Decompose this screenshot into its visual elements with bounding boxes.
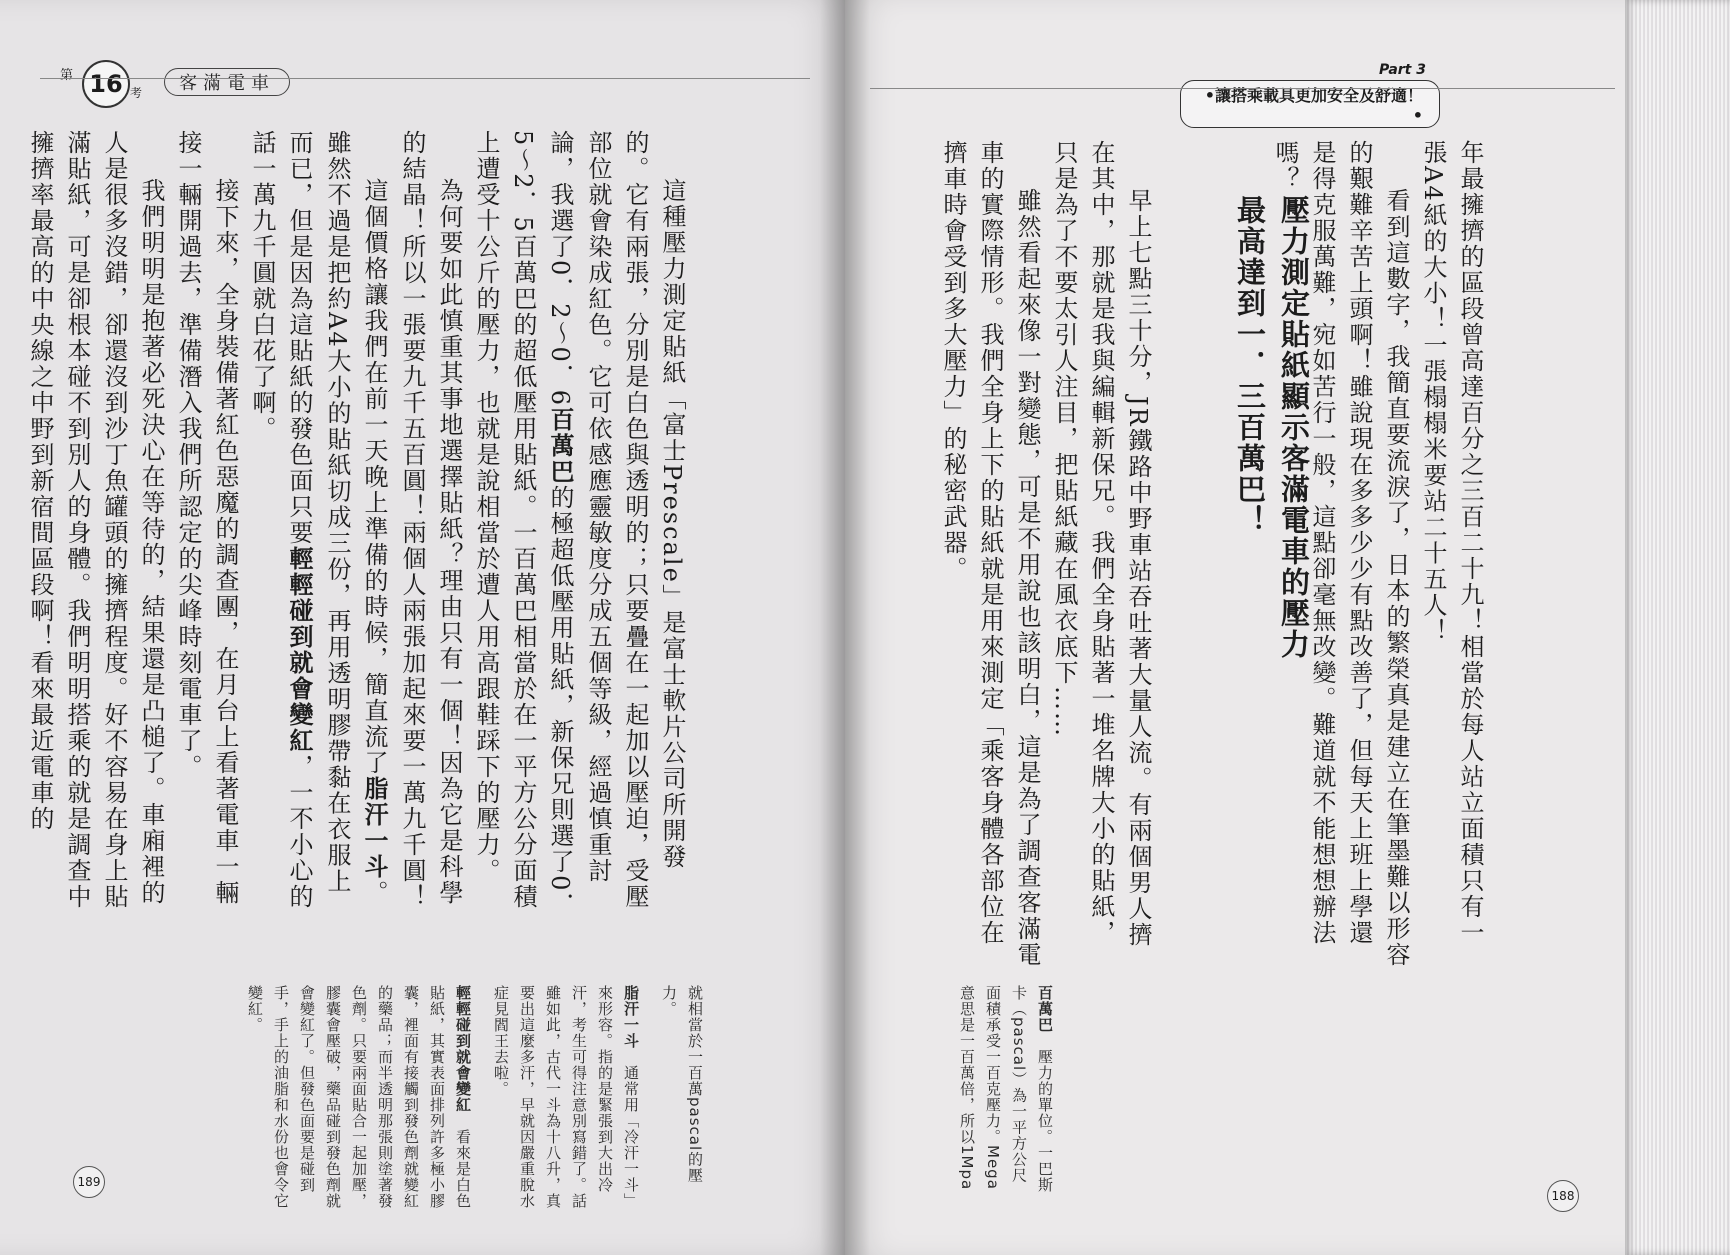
text-run: 這種壓力測定貼紙「富士Prescale」是富士軟片公司所開發的。它有兩張，分別是白色與透明的；只要疊在一起加以壓迫，受壓部位就會染成紅色。它可依感應靈敏度分成五個等級，經過慎重討論，我選了0．2～0．6 [546, 130, 686, 910]
footnote-entry [488, 985, 644, 1210]
right-running-header [1180, 62, 1440, 125]
footnote-text: 看來是白色貼紙，其實表面排列許多極小膠囊，裡面有接觸到發色劑就變紅的藥品；而半透明那張則塗著發色劑。只要兩面貼合一起加壓，膠囊會壓破，藥品碰到發色劑就會變紅了。但發色面要是碰到手，手上的油脂和水份也會令它變紅。 [246, 985, 472, 1209]
text-run: 接下來，全身裝備著紅色惡魔的調查團，在月台上看著電車一輛接一輛開過去，準備潛入我們所認定的尖峰時刻電車了。 [174, 130, 239, 906]
left-running-header [60, 60, 310, 100]
body-paragraph [393, 130, 467, 920]
bold-term: 脂汗一斗 [360, 776, 389, 880]
footnote-entry [242, 985, 476, 1210]
body-paragraph [243, 130, 393, 920]
chapter-number-badge: 16 [82, 60, 130, 108]
page-number-left: 189 [73, 1166, 105, 1198]
text-run: 為何要如此慎重其事地選擇貼紙？理由只有一個！因為它是科學的結晶！所以一張要九千五百圓！兩個人兩張加起來要一萬九千圓！ [398, 130, 463, 910]
page-number-right: 188 [1547, 1180, 1579, 1212]
chapter-suffix: 考 [130, 86, 143, 100]
text-run: 的極超低壓用貼紙，新保兄則選了0．5～2．5百萬巴的超低壓用貼紙。一百萬巴相當於在一平方公分面積上遭受十公斤的壓力，也就是說相當於遭人用高跟鞋踩下的壓力。 [472, 130, 574, 919]
footnote-term: 百萬巴 [1036, 985, 1054, 1033]
text-run: 這個價格讓我們在前一天晚上準備的時候，簡直流了 [360, 178, 388, 776]
text-run: ，一不小心的話一萬九千圓就白花了啊。 [248, 130, 313, 910]
footnote-text: 壓力的單位。一巴斯卡（pascal）為一平方公尺面積承受一百克壓力。Mega意思是一百萬倍，所以1Mpa [958, 985, 1054, 1193]
heading-line: 壓力測定貼紙顯示客滿電車的壓力 [1277, 195, 1311, 660]
text-run: 。雖然不過是把約A4大小的貼紙切成三份，再用透明膠帶黏在衣服上而已，但是因為這貼紙的發色面只要 [285, 130, 388, 906]
body-paragraph: 雖然看起來像一對變態，可是不用說也該明白，這是為了調查客滿電車的實際情形。我們全身上下的貼紙就是用來測定「乘客身體各部位在擠車時會受到多大壓力」的秘密武器。 [939, 140, 1041, 968]
left-body-text [26, 130, 690, 920]
part-title: •讓搭乘載具更加安全及舒適！• [1180, 80, 1440, 128]
header-rule-right [870, 88, 1615, 89]
part-label: Part 3 [1378, 62, 1426, 78]
book-gutter [820, 0, 870, 1255]
footnote-entry [656, 985, 708, 1210]
right-footnotes [948, 985, 1058, 1195]
body-paragraph [467, 130, 690, 920]
header-rule-left [40, 78, 810, 79]
footnote-text: 就相當於一百萬pascal的壓力。 [660, 985, 704, 1184]
text-run: 我們明明是抱著必死決心在等待的，結果還是凸槌了。車廂裡的人是很多沒錯，卻還沒到沙丁魚罐頭的擁擠程度。好不容易在身上貼滿貼紙，可是卻根本碰不到別人的身體。我們明明搭乘的就是調查中擁擠率最高的中央線之中野到新宿間區段啊！看來最近電車的 [26, 130, 165, 910]
section-heading [1228, 195, 1316, 660]
left-footnotes [128, 985, 708, 1210]
body-paragraph: 早上七點三十分，JR鐵路中野車站吞吐著大量人流。有兩個男人擠在其中，那就是我與編輯新保兄。我們全身貼著一堆名牌大小的貼紙，只是為了不要太引人注目，把貼紙藏在風衣底下…… [1050, 140, 1152, 948]
right-body-text [939, 140, 1488, 970]
bold-term: 百萬巴 [546, 407, 575, 486]
footnote-text: 通常用「冷汗一斗」來形容。指的是緊張到大出冷汗，考生可得注意別寫錯了。話雖如此，古代一斗為十八升，真要出這麼多汗，早就因嚴重脫水症見閻王去啦。 [492, 985, 640, 1209]
body-paragraph: 年最擁擠的區段曾高達百分之三百二十九！相當於每人站立面積只有一張A4紙的大小！一張榻榻米要站二十五人！ [1419, 140, 1484, 946]
footnote-entry [954, 985, 1058, 1195]
footnote-term: 脂汗一斗 [622, 985, 640, 1049]
footnote-term: 輕輕碰到就會變紅 [454, 985, 472, 1113]
body-paragraph: 看到這數字，我簡直要流淚了，日本的繁榮真是建立在筆墨難以形容的艱難辛苦上頭啊！雖說現在多多少少有點改善了，但每天上班上學還是得克服萬難，宛如苦行一般，這點卻毫無改變。難道就不能想想辦法嗎？ [1271, 140, 1410, 968]
body-paragraph [169, 130, 243, 920]
series-title: 客滿電車 [164, 68, 290, 96]
bold-term: 輕輕碰到就會變紅 [285, 546, 314, 754]
page-edges [1625, 0, 1730, 1255]
chapter-prefix: 第 [60, 68, 74, 83]
heading-line: 最高達到一．三百萬巴！ [1233, 195, 1267, 536]
body-paragraph [21, 130, 169, 920]
